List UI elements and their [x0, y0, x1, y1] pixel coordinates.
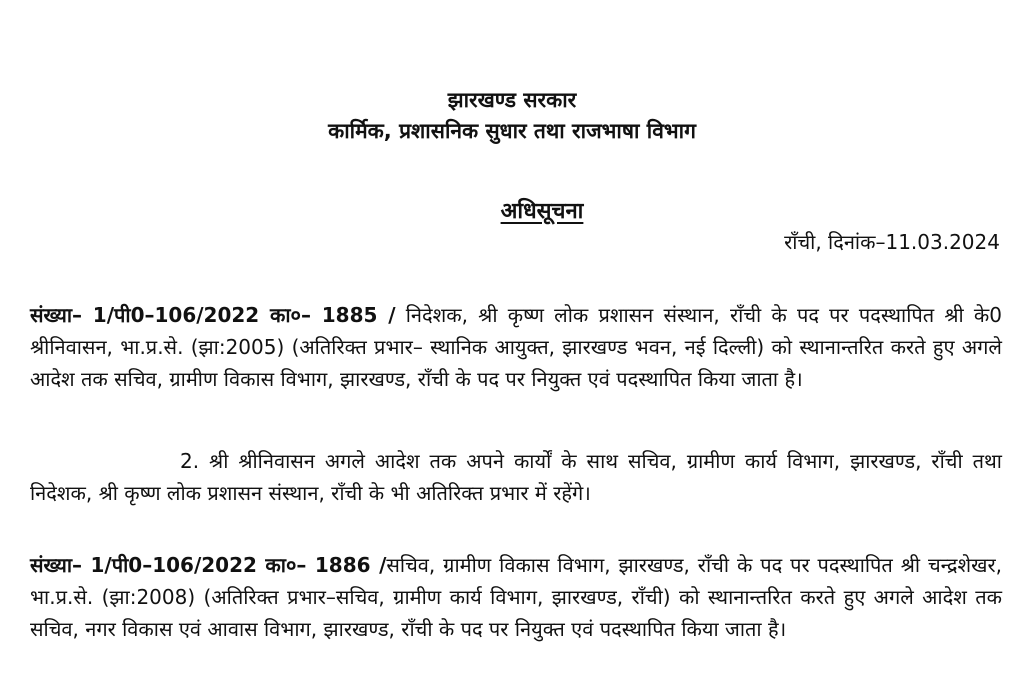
- paragraph-2: [30, 445, 1002, 509]
- reference-number: संख्या– 1/पी0–106/2022 का०– 1885 /: [30, 303, 396, 327]
- notice-title: अधिसूचना: [500, 199, 584, 224]
- department-heading: कार्मिक, प्रशासनिक सुधार तथा राजभाषा विभाग: [328, 119, 696, 143]
- government-heading: झारखण्ड सरकार: [447, 88, 577, 112]
- paragraph-text: 2. श्री श्रीनिवासन अगले आदेश तक अपने कार्यों के साथ सचिव, ग्रामीण कार्य विभाग, झारखण्ड, राँची तथा निदेशक, श्री कृष्ण लोक प्रशासन संस्थान, राँची के भी अतिरिक्त प्रभार में रहेंगे।: [30, 449, 1002, 505]
- paragraph-text: सचिव, ग्रामीण विकास विभाग, झारखण्ड, राँची के पद पर पदस्थापित श्री चन्द्रशेखर, भा.प्र.से. (झा:2008) (अतिरिक्त प्रभार–सचिव, ग्रामीण कार्य विभाग, झारखण्ड, राँची) को स्थानान्तरित करते हुए अगले आदेश तक सचिव, नगर विकास एवं आवास विभाग, झारखण्ड, राँची के पद पर नियुक्त एवं पदस्थापित किया जाता है।: [30, 553, 1002, 641]
- paragraph-text: निदेशक, श्री कृष्ण लोक प्रशासन संस्थान, राँची के पद पर पदस्थापित श्री के0 श्रीनिवासन, भा.प्र.से. (झा:2005) (अतिरिक्त प्रभार– स्थानिक आयुक्त, झारखण्ड भवन, नई दिल्ली) को स्थानान्तरित करते हुए अगले आदेश तक सचिव, ग्रामीण विकास विभाग, झारखण्ड, राँची के पद पर नियुक्त एवं पदस्थापित किया जाता है।: [30, 303, 1003, 391]
- paragraph-1: [30, 299, 1002, 395]
- reference-number: संख्या– 1/पी0–106/2022 का०– 1886 /: [30, 553, 387, 577]
- dateline: राँची, दिनांक–11.03.2024: [784, 230, 1000, 254]
- paragraph-3: [30, 549, 1002, 645]
